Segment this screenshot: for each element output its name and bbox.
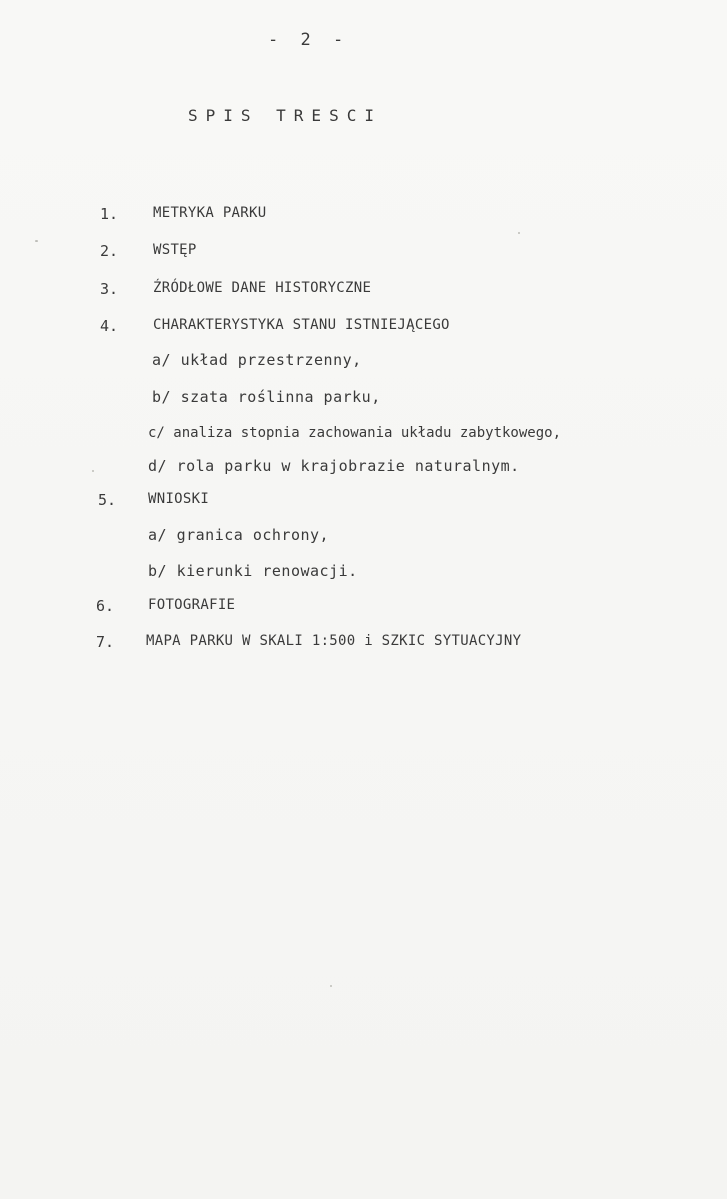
toc-item-number: 1. xyxy=(100,205,119,223)
paper-speck xyxy=(518,232,520,234)
toc-subitem-label: d/ rola parku w krajobrazie naturalnym. xyxy=(148,457,520,475)
toc-item-label: WSTĘP xyxy=(153,242,197,258)
toc-subitem-label: a/ granica ochrony, xyxy=(148,526,330,544)
toc-item-label: METRYKA PARKU xyxy=(153,205,267,221)
toc-item-number: 6. xyxy=(96,597,115,615)
toc-item-number: 3. xyxy=(100,280,119,298)
toc-subitem-label: b/ szata roślinna parku, xyxy=(152,388,381,406)
toc-item-number: 5. xyxy=(98,491,117,509)
paper-speck xyxy=(92,470,94,472)
toc-item-label: WNIOSKI xyxy=(148,491,210,507)
toc-item-label: FOTOGRAFIE xyxy=(148,597,236,613)
paper-speck xyxy=(330,985,332,987)
toc-item-number: 7. xyxy=(96,633,115,651)
toc-subitem-label: b/ kierunki renowacji. xyxy=(148,562,358,580)
toc-subitem-label: a/ układ przestrzenny, xyxy=(152,351,362,369)
page-title: SPIS TRESCI xyxy=(188,106,382,125)
toc-item-label: MAPA PARKU W SKALI 1:500 i SZKIC SYTUACYJNY xyxy=(146,633,522,649)
toc-subitem-label: c/ analiza stopnia zachowania układu zabytkowego, xyxy=(148,425,562,441)
toc-item-number: 2. xyxy=(100,242,119,260)
page-number: - 2 - xyxy=(268,30,350,50)
toc-item-number: 4. xyxy=(100,317,119,335)
toc-item-label: ŹRÓDŁOWE DANE HISTORYCZNE xyxy=(153,280,372,296)
toc-item-label: CHARAKTERYSTYKA STANU ISTNIEJĄCEGO xyxy=(153,317,450,333)
paper-speck xyxy=(35,240,38,242)
